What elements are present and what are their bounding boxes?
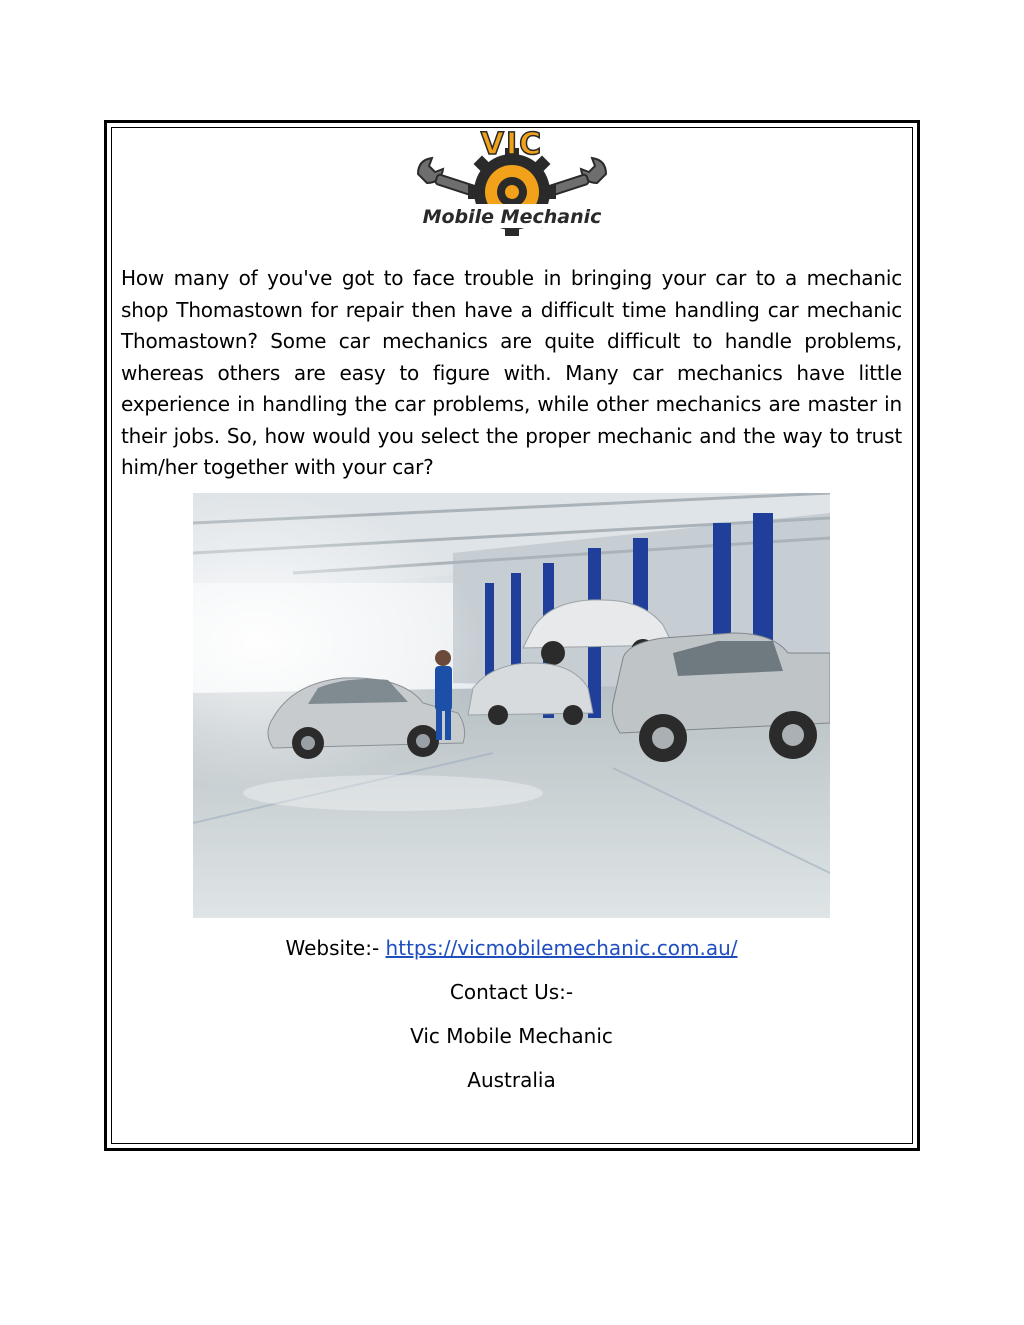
intro-paragraph: How many of you've got to face trouble in bringing your car to a mechanic shop Thomastown for repair then have a difficult time handling car mechanic Thomastown? Some car mechanics are quite difficult to handle problems, whereas others are easy to figure with. Many car mechanics have little experience in handling the car problems, while other mechanics are master in their jobs. So, how would you select the proper mechanic and the way to trust him/her together with your car? bbox=[121, 266, 902, 479]
logo-text-top: VIC bbox=[480, 130, 544, 162]
country: Australia bbox=[467, 1068, 556, 1092]
company-name: Vic Mobile Mechanic bbox=[410, 1024, 613, 1048]
website-label: Website:- bbox=[285, 936, 386, 960]
website-line bbox=[121, 935, 902, 961]
logo-text-bottom: Mobile Mechanic bbox=[422, 206, 602, 228]
garage-workshop-photo bbox=[193, 493, 830, 918]
contact-label: Contact Us:- bbox=[449, 980, 574, 1004]
website-link[interactable]: https://vicmobilemechanic.com.au/ bbox=[385, 936, 738, 960]
vic-mobile-mechanic-logo bbox=[412, 130, 612, 252]
